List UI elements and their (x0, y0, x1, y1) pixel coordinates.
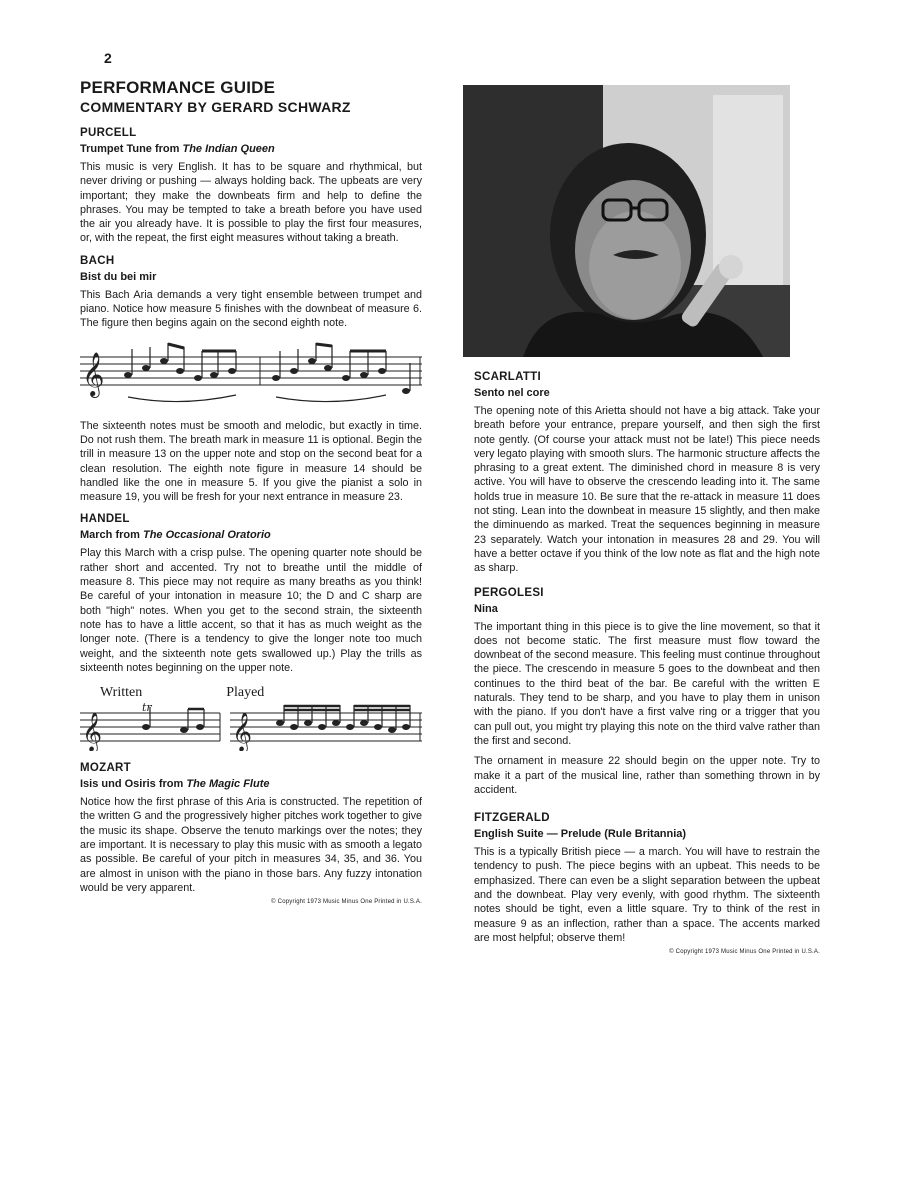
written-label: Written (100, 685, 143, 701)
purcell-heading: PURCELL (80, 127, 137, 139)
mozart-piece-title (80, 777, 422, 791)
scarlatti-text: The opening note of this Arietta should not have a big attack. Take your breath before your entrance, prepare yourself, and then sigh the first note gently. (Of course your attack must not be late!) This piece needs very legato playing with smooth slurs. The harmonic structure affects the phrasing to a great extent. The diminished chord in measure 8 is very active. You will have to observe the crescendo leading into it. The same holds true in measure 10. Be sure that the re-attack in measure 11 does not sting. Lean into the downbeat in measure 15 slightly, and then make the diminuendo as marked. Treat the sequences beginning in measure 23 separately. Watch your intonation in measures 28 and 29. You will have a better octave if you think of the low note as flat and the high note as sharp. (474, 405, 820, 575)
played-label: Played (226, 685, 265, 701)
purcell-piece-title (80, 142, 422, 156)
bach-piece-title: Bist du bei mir (80, 270, 157, 283)
pergolesi-text-2: The ornament in measure 22 should begin on the upper note. Try to make it a part of the musical line, rather than something thrown in by accident. (474, 755, 820, 796)
bach-text-1: This Bach Aria demands a very tight ensemble between trumpet and piano. Notice how measure 5 finishes with the downbeat of measure 6. The figure then begins again on the second eighth note. (80, 288, 422, 330)
handel-piece-prefix: March from (80, 529, 143, 542)
bach-text-2: The sixteenth notes must be smooth and melodic, but exactly in time. Do not rush them. The breath mark in measure 11 is optional. Begin the trill in measure 13 on the upper note and stop on the second beat for a clean resolution. The eighth note figure in measure 14 should be handled like the one in measure 5. If you give the pianist a solo in measure 19, you will be fresh for your next entrance in measure 23. (80, 419, 422, 504)
photo-image (463, 85, 790, 357)
purcell-piece-italic: The Indian Queen (182, 143, 275, 155)
page-title: PERFORMANCE GUIDE (80, 78, 276, 97)
bach-music-excerpt (80, 339, 422, 409)
mozart-text: Notice how the first phrase of this Aria is constructed. The repetition of the written G and the progressively higher pitches work together to give the music its shape. Observe the tenuto markings over the notes; they are important. It is necessary to play this music with as smooth a legato as possible. Be careful of your pitch in measures 34, 35, and 36. You are almost in unison with the piano in those bars. Any fuzzy intonation would be very apparent. (80, 796, 422, 894)
svg-text:𝄞: 𝄞 (232, 712, 253, 752)
right-column (474, 362, 820, 955)
svg-text:𝄞: 𝄞 (82, 351, 105, 396)
pergolesi-piece-title: Nina (474, 602, 498, 615)
handel-heading: HANDEL (80, 513, 130, 526)
handel-piece-italic: The Occasional Oratorio (142, 529, 271, 542)
mozart-heading: MOZART (80, 762, 131, 775)
purcell-piece-prefix: Trumpet Tune from (80, 143, 183, 155)
pergolesi-heading: PERGOLESI (474, 586, 544, 599)
fitzgerald-heading: FITZGERALD (474, 812, 550, 825)
fitzgerald-text: This is a typically British piece — a march. You will have to restrain the tendency to push. The piece begins with an upbeat. This needs to be emphasized. There can even be a slight separation between the upbeat and the downbeat. Play very evenly, with good rhythm. The sixteenth notes should be tight, even a little square. Try to think of the rest in measure 9 as an inflection, rather than a space. The accents marked are most helpful; observe them! (474, 846, 820, 944)
left-column (80, 78, 422, 905)
bach-heading: BACH (80, 254, 115, 267)
pergolesi-text-1: The important thing in this piece is to give the line movement, so that it does not become static. The first measure must flow toward the downbeat of the second measure. This feeling must continue throughout the piece. The crescendo in measure 5 goes to the downbeat and then continues to the third beat of the bar. Be careful with the written E naturals. They tend to be sharp, and you have to play them in unison with the piano. If you don't have a first valve ring or a trigger that you can pull out, you might try playing this note on the third valve rather than the first and second. (474, 620, 820, 747)
mozart-piece-prefix: Isis und Osiris from (80, 778, 187, 791)
mozart-piece-italic: The Magic Flute (186, 778, 270, 791)
handel-text: Play this March with a crisp pulse. The opening quarter note should be rather short and accented. Try not to breathe until the middle of measure 8. This piece may not require as many breaths as you think! Be careful of your intonation in measure 10; the D and C sharp are both "high" notes. When you get to the second strain, the sixteenth note has to have a little accent, so that it has as much weight as the longer note. (There is a tendency to give the longer note too much weight, and the sixteenth note gets swallowed up.) Play the trills as sixteenth notes beginning on the upper note. (80, 547, 422, 674)
fitzgerald-piece-title: English Suite — Prelude (Rule Britannia) (474, 828, 687, 841)
svg-text:tr: tr (142, 703, 152, 715)
performer-photo (463, 85, 790, 357)
scarlatti-heading: SCARLATTI (474, 371, 542, 383)
page-number: 2 (104, 50, 112, 66)
copyright-left: © Copyright 1973 Music Minus One Printed in U.S.A. (271, 899, 422, 906)
copyright-right: © Copyright 1973 Music Minus One Printed in U.S.A. (669, 949, 820, 956)
handel-music-excerpt (80, 703, 422, 751)
svg-text:𝄞: 𝄞 (82, 712, 103, 752)
scarlatti-piece-title: Sento nel core (474, 387, 550, 399)
handel-example-labels (80, 685, 422, 701)
page-subtitle: COMMENTARY BY GERARD SCHWARZ (80, 99, 351, 115)
purcell-text: This music is very English. It has to be square and rhythmical, but never driving or pushing — always holding back. The upbeats are very important; they make the downbeats firm and help to define the phrases. You may be tempted to take a breath before you have used the air you already have. It is possible to play the first four measures, or, with the repeat, the first eight measures without taking a breath. (80, 161, 422, 245)
handel-piece-title (80, 528, 422, 542)
